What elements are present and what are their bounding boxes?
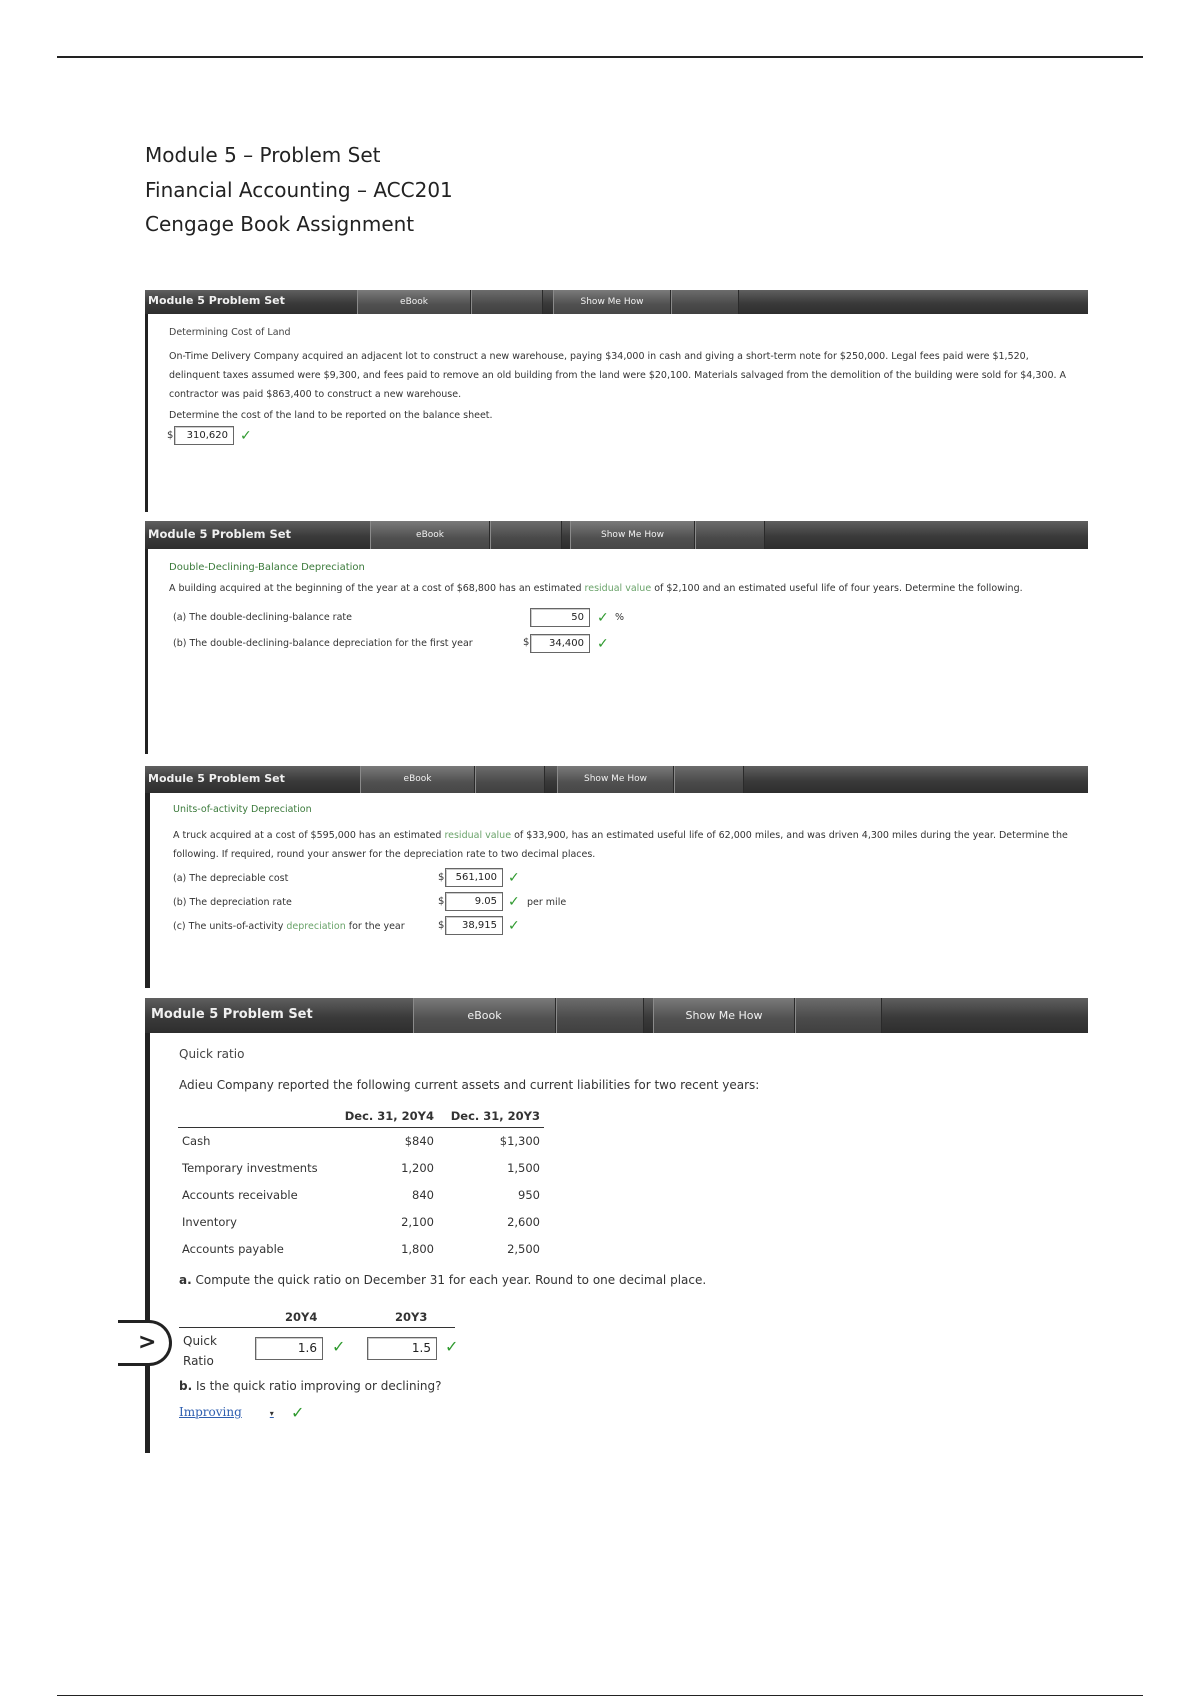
blank-tab	[556, 998, 644, 1033]
panel-title: Module 5 Problem Set	[151, 1007, 313, 1022]
table-header: Dec. 31, 20Y4	[333, 1105, 438, 1127]
problem-panel-2	[145, 521, 1088, 754]
assignment-heading: Cengage Book Assignment	[145, 212, 415, 236]
correct-check-icon: ✓	[597, 636, 609, 652]
problem-text: On-Time Delivery Company acquired an adjacent lot to construct a new warehouse, paying $34,000 in cash and giving a short-term note for $250,000. Legal fees paid were $1,520, delinquent taxes assumed were $9,300, and fees paid to remove an old building from the land were $20,100. Materials salvaged from the demolition of the building were sold for $4,300. A contractor was paid $863,400 to construct a new warehouse.	[169, 351, 1067, 400]
table-header-row	[178, 1105, 544, 1127]
panel-titlebar	[145, 290, 1088, 314]
correct-check-icon: ✓	[291, 1403, 305, 1422]
depreciation-link[interactable]: depreciation	[286, 921, 346, 932]
balances-table	[178, 1105, 544, 1262]
show-me-how-tab[interactable]: Show Me How	[553, 290, 671, 314]
question-a-label: (a) The double-declining-balance rate	[173, 612, 352, 623]
ddb-depreciation-input[interactable]: 34,400	[530, 634, 590, 653]
percent-unit: %	[615, 612, 625, 623]
show-me-how-tab[interactable]: Show Me How	[557, 766, 674, 793]
panel-titlebar	[145, 998, 1088, 1033]
panel-title: Module 5 Problem Set	[148, 772, 285, 785]
depreciation-rate-input[interactable]: 9.05	[445, 892, 503, 911]
dollar-sign: $	[438, 872, 445, 883]
show-me-how-tab[interactable]: Show Me How	[570, 521, 695, 549]
correct-check-icon: ✓	[597, 610, 609, 626]
question-b-label: (b) The depreciation rate	[173, 897, 292, 908]
correct-check-icon: ✓	[445, 1337, 459, 1356]
problem-intro: Adieu Company reported the following current assets and current liabilities for two recent years:	[179, 1078, 760, 1092]
blank-tab	[674, 766, 744, 793]
panel-titlebar	[145, 766, 1088, 793]
course-heading: Financial Accounting – ACC201	[145, 178, 453, 202]
problem-panel-1	[145, 290, 1088, 512]
ebook-tab[interactable]: eBook	[360, 766, 475, 793]
residual-value-link[interactable]: residual value	[444, 830, 512, 841]
blank-tab	[695, 521, 765, 549]
table-row: Temporary investments 1,200 1,500	[182, 1160, 540, 1175]
residual-value-link[interactable]: residual value	[584, 583, 652, 594]
units-of-activity-depreciation-input[interactable]: 38,915	[445, 916, 503, 935]
quick-ratio-20y3-input[interactable]: 1.5	[367, 1337, 437, 1360]
problem-panel-3	[145, 766, 1088, 988]
problem-title: Quick ratio	[179, 1047, 245, 1061]
ebook-tab[interactable]: eBook	[357, 290, 471, 314]
problem-title: Double-Declining-Balance Depreciation	[169, 562, 365, 573]
problem-text: A building acquired at the beginning of the year at a cost of $68,800 has an estimated residual value of $2,100 and an estimated useful life of four years. Determine the following.	[169, 583, 1023, 594]
dollar-sign: $	[438, 896, 445, 907]
correct-check-icon: ✓	[240, 428, 252, 444]
table-row: Inventory 2,100 2,600	[182, 1214, 540, 1229]
quick-ratio-20y4-input[interactable]: 1.6	[255, 1337, 323, 1360]
correct-check-icon: ✓	[508, 918, 520, 934]
ebook-tab[interactable]: eBook	[370, 521, 490, 549]
per-mile-unit: per mile	[527, 897, 567, 908]
ebook-tab[interactable]: eBook	[413, 998, 556, 1033]
table-header	[178, 1105, 333, 1127]
land-cost-input[interactable]: 310,620	[174, 426, 234, 445]
panel-title: Module 5 Problem Set	[148, 527, 292, 541]
problem-title: Determining Cost of Land	[169, 327, 291, 338]
question-a-label: (a) The depreciable cost	[173, 873, 289, 884]
panel-title: Module 5 Problem Set	[148, 294, 285, 307]
blank-tab	[471, 290, 543, 314]
blank-tab	[490, 521, 562, 549]
show-me-how-tab[interactable]: Show Me How	[653, 998, 795, 1033]
quick-ratio-row-label: Quick Ratio	[183, 1334, 217, 1368]
problem-text: A truck acquired at a cost of $595,000 has an estimated residual value of $33,900, has an estimated useful life of 62,000 miles, and was driven 4,300 miles during the year. Determine the following. If required, round your answer for the depreciation rate to two decimal places.	[173, 830, 1068, 860]
ddb-rate-input[interactable]: 50	[530, 608, 590, 627]
blank-tab	[671, 290, 739, 314]
bottom-rule	[57, 1695, 1143, 1696]
correct-check-icon: ✓	[508, 870, 520, 886]
module-heading: Module 5 – Problem Set	[145, 143, 381, 167]
problem-title: Units-of-activity Depreciation	[173, 804, 312, 815]
dropdown-arrow-icon: ▾	[269, 1409, 274, 1418]
expand-side-tab[interactable]	[118, 1320, 172, 1366]
panel-titlebar	[145, 521, 1088, 549]
correct-check-icon: ✓	[332, 1337, 346, 1356]
question-b-label: (b) The double-declining-balance depreciation for the first year	[173, 638, 473, 649]
correct-check-icon: ✓	[508, 894, 520, 910]
top-rule	[57, 56, 1143, 58]
dollar-sign: $	[167, 430, 174, 441]
blank-tab	[475, 766, 545, 793]
blank-tab	[795, 998, 882, 1033]
table-row: Cash $840 $1,300	[182, 1133, 540, 1148]
question-c-label: (c) The units-of-activity depreciation for the year	[173, 921, 405, 932]
problem-question: Determine the cost of the land to be reported on the balance sheet.	[169, 410, 493, 421]
chevron-right-icon: >	[138, 1330, 157, 1355]
dollar-sign: $	[438, 920, 445, 931]
table-header: Dec. 31, 20Y3	[438, 1105, 544, 1127]
dollar-sign: $	[523, 637, 530, 648]
depreciable-cost-input[interactable]: 561,100	[445, 868, 503, 887]
question-b: b. Is the quick ratio improving or declining?	[179, 1379, 442, 1393]
table-row: Accounts payable 1,800 2,500	[182, 1241, 540, 1256]
trend-select[interactable]: Improving ▾	[179, 1405, 274, 1419]
problem-panel-4	[145, 998, 1088, 1453]
question-a: a. Compute the quick ratio on December 31 for each year. Round to one decimal place.	[179, 1273, 707, 1287]
table-row: Accounts receivable 840 950	[182, 1187, 540, 1202]
quick-ratio-header: 20Y4 20Y3	[179, 1308, 455, 1328]
